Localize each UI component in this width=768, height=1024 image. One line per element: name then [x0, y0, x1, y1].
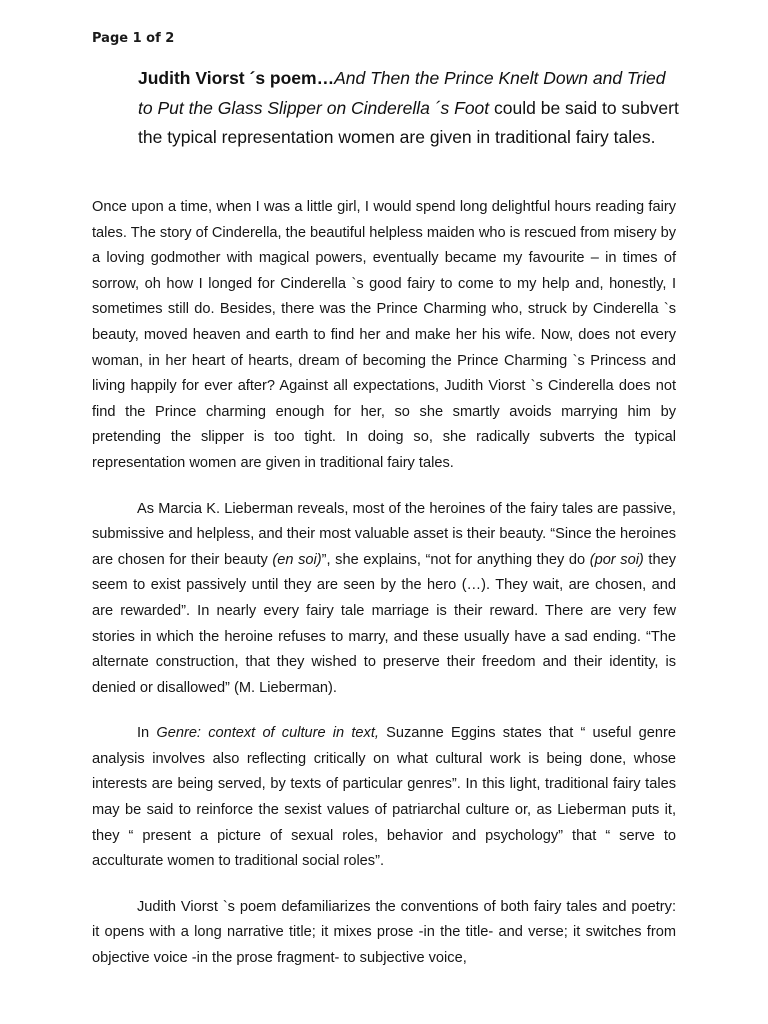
- paragraph-1: Once upon a time, when I was a little girl, I would spend long delightful hours reading fairy tales. The story of Cinderella, the beautiful helpless maiden who is rescued from misery by a loving godmother with magical powers, eventually became my favourite – in times of sorrow, oh how I longed for Cinderella `s good fairy to come to my help and, honestly, I sometimes still do. Besides, there was the Prince Charming who, struck by Cinderella `s beauty, moved heaven and earth to find her and make her his wife. Now, does not every woman, in her heart of hearts, dream of becoming the Prince Charming `s Princess and living happily for ever after? Against all expectations, Judith Viorst `s Cinderella does not find the Prince charming enough for her, so she smartly avoids marrying him by pretending the slipper is too tight. In doing so, she radically subverts the typical representation women are given in traditional fairy tales.: [92, 199, 676, 471]
- essay-body: [92, 195, 676, 992]
- paragraph-2-en-soi: (en soi): [272, 551, 322, 568]
- paragraph-3-book-title: Genre: context of culture in text,: [156, 725, 379, 742]
- title-rest: could be said to subvert the typical representation women are given in traditional fairy tales.: [138, 97, 679, 147]
- essay-title: [138, 64, 680, 153]
- paragraph-2-part-c: they seem to exist passively until they are seen by the hero (…). They wait, are chosen, and are rewarded”. In nearly every fairy tale marriage is their reward. There are very few stories in which the heroine refuses to marry, and these usually have a sad ending. “The alternate construction, that they wished to preserve their freedom and their identity, is denied or disallowed” (M. Lieberman).: [92, 551, 676, 696]
- paragraph-3-part-a: In: [137, 725, 157, 742]
- page-number: Page 1 of 2: [92, 31, 175, 46]
- paragraph-2: [92, 497, 676, 702]
- paragraph-2-por-soi: (por soi): [589, 551, 644, 568]
- paragraph-3: [92, 721, 676, 875]
- paragraph-3-part-b: Suzanne Eggins states that “ useful genre analysis involves also reflecting critically on what cultural work is being done, whose interests are being served, by texts of particular genres”. In this light, traditional fairy tales may be said to reinforce the sexist values of patriarchal culture or, as Lieberman puts it, they “ present a picture of sexual roles, behavior and psychology” that “ serve to acculturate women to traditional social roles”.: [92, 725, 676, 870]
- title-author: Judith Viorst ´s poem…: [138, 68, 335, 88]
- paragraph-2-part-a: As Marcia K. Lieberman reveals, most of the heroines of the fairy tales are passive, submissive and helpless, and their most valuable asset is their beauty. “Since the heroines are chosen for their beauty: [92, 500, 676, 568]
- title-poem-name: And Then the Prince Knelt Down and Tried to Put the Glass Slipper on Cinderella ´s Foot: [138, 68, 666, 118]
- paragraph-2-part-b: ”, she explains, “not for anything they do: [321, 551, 590, 568]
- paragraph-4: Judith Viorst `s poem defamiliarizes the conventions of both fairy tales and poetry: it opens with a long narrative title; it mixes prose -in the title- and verse; it switches from objective voice -in the prose fragment- to subjective voice,: [92, 898, 676, 967]
